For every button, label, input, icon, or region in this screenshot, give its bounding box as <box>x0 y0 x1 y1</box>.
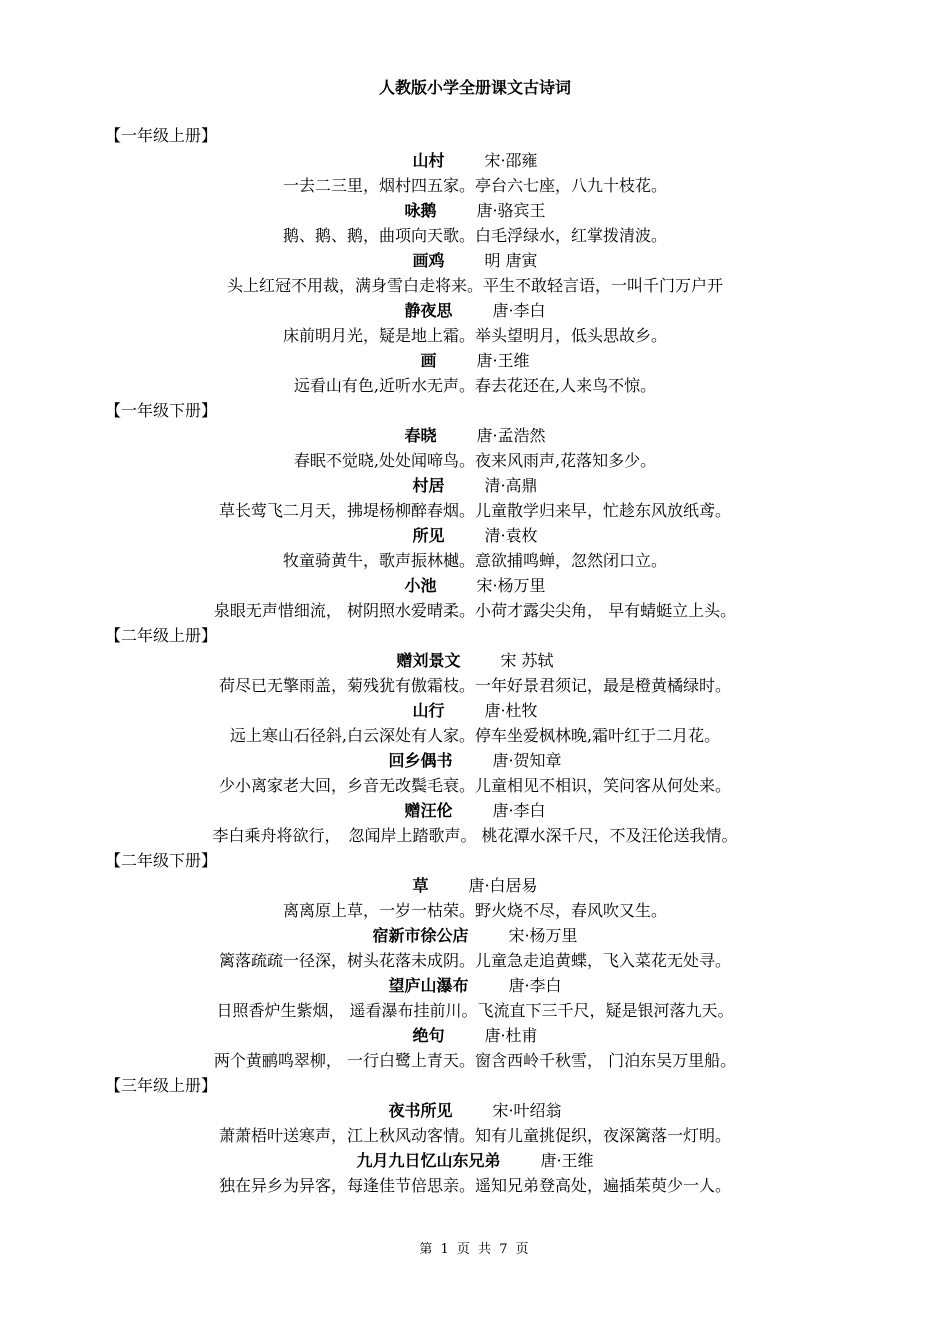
poem-header <box>105 573 845 598</box>
poem-author: 唐·王维 <box>476 351 530 370</box>
poem-text: 萧萧梧叶送寒声，江上秋风动客情。知有儿童挑促织，夜深篱落一灯明。 <box>218 1126 731 1145</box>
poem-header <box>105 423 845 448</box>
poem-text: 远上寒山石径斜,白云深处有人家。停车坐爱枫林晚,霜叶红于二月花。 <box>229 726 721 745</box>
poem-header <box>105 148 845 173</box>
poem-author: 宋·杨万里 <box>476 576 546 595</box>
poem-header <box>105 523 845 548</box>
poem-title: 画 <box>420 351 437 370</box>
poem-text: 少小离家老大回，乡音无改鬓毛衰。儿童相见不相识，笑问客从何处来。 <box>218 776 731 795</box>
poem-title: 赠刘景文 <box>396 651 461 670</box>
poem-text: 床前明月光，疑是地上霜。举头望明月，低头思故乡。 <box>282 326 667 345</box>
poem-title: 宿新市徐公店 <box>372 926 469 945</box>
poem-author: 唐·王维 <box>540 1151 594 1170</box>
poem-author: 清·袁枚 <box>484 526 538 545</box>
poem-title: 村居 <box>412 476 445 495</box>
poem-title: 小池 <box>404 576 437 595</box>
poem-author: 唐·李白 <box>492 801 546 820</box>
poem-title: 九月九日忆山东兄弟 <box>356 1151 501 1170</box>
poem-header <box>105 973 845 998</box>
poem-author: 唐·贺知章 <box>492 751 562 770</box>
poem-author: 清·高鼎 <box>484 476 538 495</box>
poem-header <box>105 698 845 723</box>
poem-header <box>105 1023 845 1048</box>
poem-list <box>105 123 845 1198</box>
poem-header <box>105 1098 845 1123</box>
poem-text: 篱落疏疏一径深，树头花落未成阴。儿童急走追黄蝶，飞入菜花无处寻。 <box>218 951 731 970</box>
poem-author: 唐·白居易 <box>468 876 538 895</box>
poem-title: 绝句 <box>412 1026 445 1045</box>
poem-title: 赠汪伦 <box>404 801 453 820</box>
poem-title: 望庐山瀑布 <box>388 976 469 995</box>
grade-heading: 【二年级上册】 <box>105 626 218 645</box>
page-footer: 第 1 页 共 7 页 <box>419 1242 531 1257</box>
poem-text: 牧童骑黄牛，歌声振林樾。意欲捕鸣蝉，忽然闭口立。 <box>282 551 667 570</box>
poem-title: 山行 <box>412 701 445 720</box>
poem-author: 宋 苏轼 <box>500 651 554 670</box>
poem-title: 咏鹅 <box>404 201 437 220</box>
poem-text: 日照香炉生紫烟， 遥看瀑布挂前川。飞流直下三千尺，疑是银河落九天。 <box>216 1001 734 1020</box>
poem-author: 唐·杜甫 <box>484 1026 538 1045</box>
grade-heading: 【一年级下册】 <box>105 401 218 420</box>
poem-title: 春晓 <box>404 426 437 445</box>
grade-heading: 【三年级上册】 <box>105 1076 218 1095</box>
poem-text: 荷尽已无擎雨盖，菊残犹有傲霜枝。一年好景君须记，最是橙黄橘绿时。 <box>218 676 731 695</box>
poem-header <box>105 473 845 498</box>
document-title: 人教版小学全册课文古诗词 <box>378 78 571 97</box>
poem-author: 唐·骆宾王 <box>476 201 546 220</box>
poem-author: 明 唐寅 <box>484 251 538 270</box>
poem-header <box>105 198 845 223</box>
poem-text: 春眠不觉晓,处处闻啼鸟。夜来风雨声,花落知多少。 <box>293 451 657 470</box>
poem-author: 唐·李白 <box>508 976 562 995</box>
poem-title: 回乡偶书 <box>388 751 453 770</box>
poem-text: 远看山有色,近听水无声。春去花还在,人来鸟不惊。 <box>293 376 657 395</box>
poem-author: 唐·李白 <box>492 301 546 320</box>
grade-heading: 【一年级上册】 <box>105 126 218 145</box>
poem-title: 所见 <box>412 526 445 545</box>
poem-header <box>105 348 845 373</box>
poem-text: 泉眼无声惜细流， 树阴照水爱晴柔。小荷才露尖尖角， 早有蜻蜓立上头。 <box>213 601 737 620</box>
poem-title: 静夜思 <box>404 301 453 320</box>
poem-text: 李白乘舟将欲行， 忽闻岸上踏歌声。 桃花潭水深千尺，不及汪伦送我情。 <box>212 826 738 845</box>
poem-author: 宋·杨万里 <box>508 926 578 945</box>
poem-title: 山村 <box>412 151 445 170</box>
poem-title: 画鸡 <box>412 251 445 270</box>
poem-title: 夜书所见 <box>388 1101 453 1120</box>
poem-text: 头上红冠不用裁，满身雪白走将来。平生不敢轻言语，一叫千门万户开 <box>226 276 723 295</box>
poem-header <box>105 248 845 273</box>
poem-header <box>105 923 845 948</box>
poem-text: 草长莺飞二月天，拂堤杨柳醉春烟。儿童散学归来早，忙趁东风放纸鸢。 <box>218 501 731 520</box>
poem-header <box>105 298 845 323</box>
poem-text: 离离原上草，一岁一枯荣。野火烧不尽，春风吹又生。 <box>282 901 667 920</box>
grade-heading: 【二年级下册】 <box>105 851 218 870</box>
poem-header <box>105 873 845 898</box>
poem-header <box>105 1148 845 1173</box>
poem-text: 鹅、鹅、鹅，曲项向天歌。白毛浮绿水，红掌拨清波。 <box>282 226 667 245</box>
poem-text: 两个黄鹂鸣翠柳， 一行白鹭上青天。窗含西岭千秋雪， 门泊东吴万里船。 <box>213 1051 737 1070</box>
poem-header <box>105 798 845 823</box>
poem-author: 唐·杜牧 <box>484 701 538 720</box>
poem-text: 独在异乡为异客，每逢佳节倍思亲。遥知兄弟登高处，遍插茱萸少一人。 <box>218 1176 731 1195</box>
poem-author: 宋·叶绍翁 <box>492 1101 562 1120</box>
poem-author: 宋·邵雍 <box>484 151 538 170</box>
poem-title: 草 <box>412 876 429 895</box>
poem-text: 一去二三里，烟村四五家。亭台六七座，八九十枝花。 <box>282 176 667 195</box>
poem-author: 唐·孟浩然 <box>476 426 546 445</box>
poem-header <box>105 748 845 773</box>
poem-header <box>105 648 845 673</box>
